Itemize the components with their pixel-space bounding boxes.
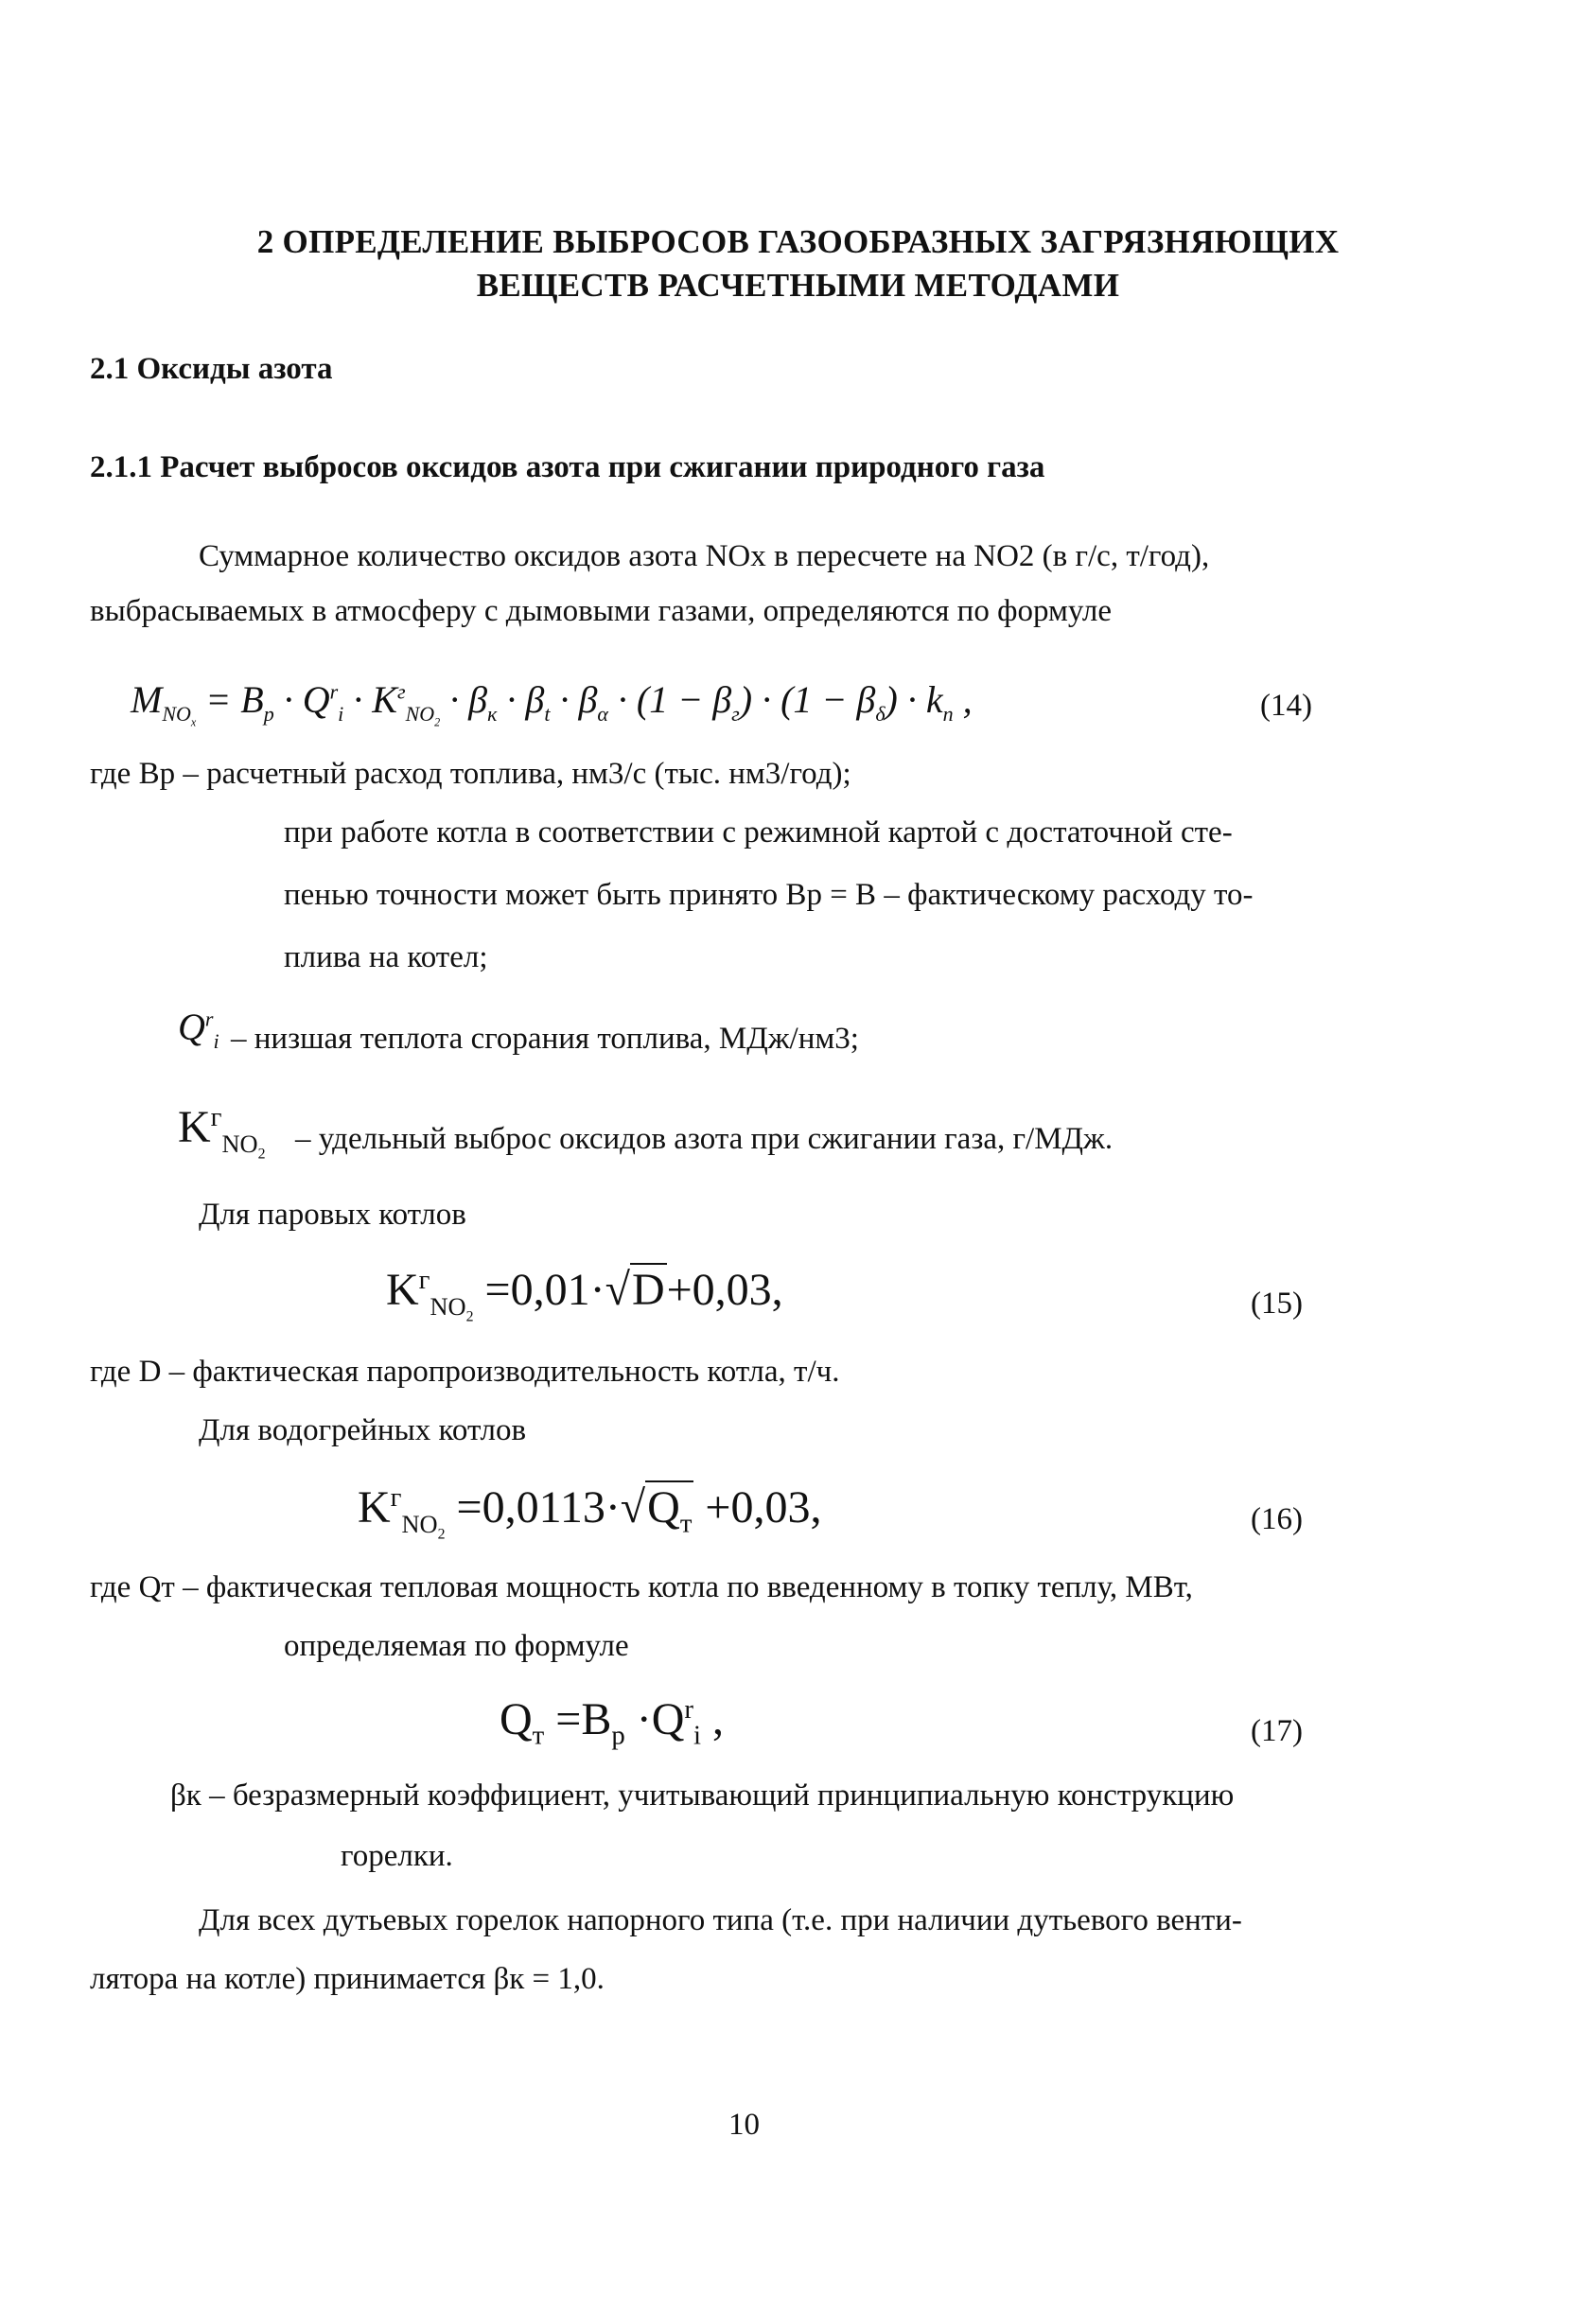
equation-15-number: (15) <box>1251 1287 1303 1321</box>
where-bp-cont1: при работе котла в соответствии с режимной картой с достаточной сте- <box>284 815 1233 849</box>
final-line1: Для всех дутьевых горелок напорного типа (т.е. при наличии дутьевого венти- <box>199 1903 1242 1937</box>
equation-14: $M_{NO_x} = B_p \cdot Q^r_i \cdot K^г_{NO_2} \cdot \beta_к \cdot \beta_t \cdot \beta_\alpha \cdot (1 - \beta_г) \cdot (1 - \beta_\delta) \cdot k_п$ , <box>131 678 973 729</box>
equation-16: $K^г_{NO_2} =0,0113\cdot√Q_т +0,03$, <box>358 1482 822 1542</box>
where-d: где D – фактическая паропроизводительность котла, т/ч. <box>90 1355 840 1389</box>
final-line2: лятора на котле) принимается βк = 1,0. <box>90 1962 605 1996</box>
page-title-line1: 2 ОПРЕДЕЛЕНИЕ ВЫБРОСОВ ГАЗООБРАЗНЫХ ЗАГРЯЗНЯЮЩИХ <box>256 223 1340 260</box>
intro-line1: Суммарное количество оксидов азота NOx в пересчете на NO2 (в г/с, т/год), <box>199 539 1210 573</box>
equation-15: $K^г_{NO_2} =0,01\cdot√D+0,03$, <box>386 1265 783 1324</box>
where-qt-cont: определяемая по формуле <box>284 1629 629 1663</box>
section-heading: 2.1 Оксиды азота <box>90 352 333 386</box>
steam-label: Для паровых котлов <box>199 1198 466 1232</box>
subsection-heading: 2.1.1 Расчет выбросов оксидов азота при сжигании природного газа <box>90 450 1045 484</box>
where-beta: βк – безразмерный коэффициент, учитывающий принципиальную конструкцию <box>170 1778 1235 1813</box>
equation-14-number: (14) <box>1260 689 1312 723</box>
equation-16-number: (16) <box>1251 1502 1303 1536</box>
water-label: Для водогрейных котлов <box>199 1413 527 1447</box>
page-title-line2: ВЕЩЕСТВ РАСЧЕТНЫМИ МЕТОДАМИ <box>476 267 1120 304</box>
equation-17: $Q_т =B_р \cdot Q^r_i$ , <box>500 1694 725 1751</box>
where-beta-cont: горелки. <box>341 1839 453 1873</box>
equation-17-number: (17) <box>1251 1714 1303 1748</box>
where-q: – низшая теплота сгорания топлива, МДж/нм3; <box>231 1022 859 1056</box>
symbol-q: $Q^r_i$ <box>178 1006 219 1053</box>
intro-line2: выбрасываемых в атмосферу с дымовыми газами, определяются по формуле <box>90 594 1113 628</box>
where-bp-cont2: пенью точности может быть принято Вр = В – фактическому расходу то- <box>284 878 1254 912</box>
where-k: – удельный выброс оксидов азота при сжигании газа, г/МДж. <box>295 1122 1114 1156</box>
symbol-k: $K^г_{NO_2}$ <box>178 1102 266 1162</box>
page-number: 10 <box>728 2108 760 2142</box>
where-bp-cont3: плива на котел; <box>284 940 488 974</box>
where-qt: где Qт – фактическая тепловая мощность котла по введенному в топку теплу, МВт, <box>90 1570 1193 1604</box>
where-bp: где Вр – расчетный расход топлива, нм3/с (тыс. нм3/год); <box>90 757 851 791</box>
